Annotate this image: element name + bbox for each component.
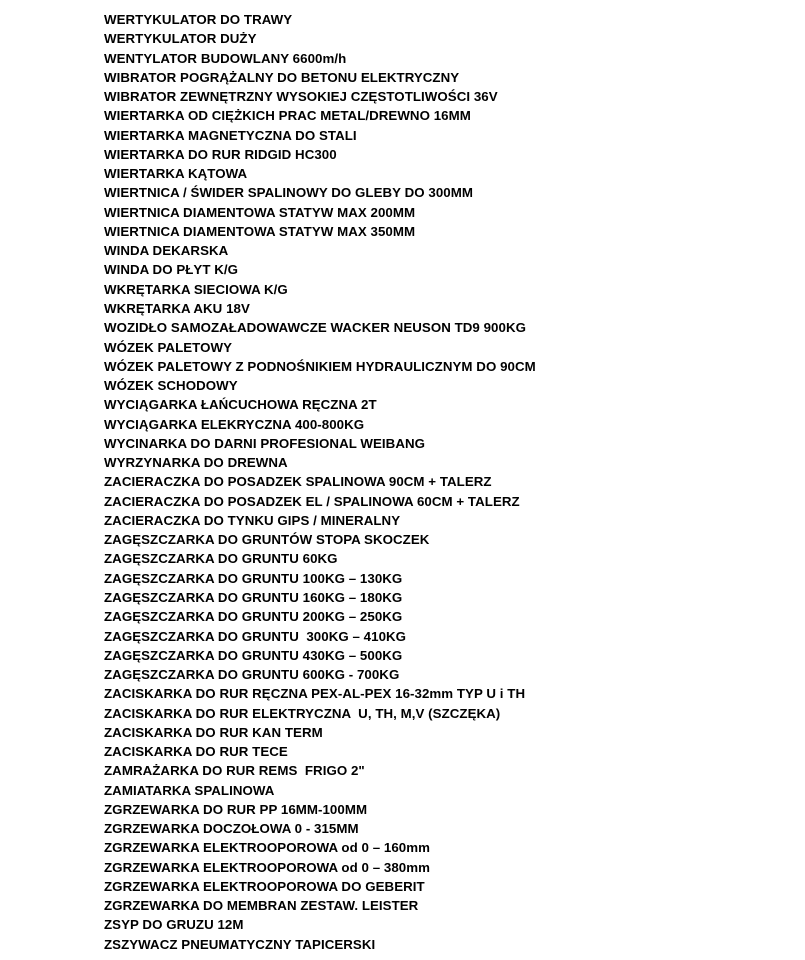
- list-item: ZACIERACZKA DO POSADZEK SPALINOWA 90CM + TALERZ: [104, 474, 492, 490]
- list-item: WINDA DEKARSKA: [104, 243, 229, 259]
- list-item: ZACISKARKA DO RUR KAN TERM: [104, 724, 323, 740]
- list-item: WYCIĄGARKA ŁAŃCUCHOWA RĘCZNA 2T: [104, 397, 377, 413]
- list-item: WYRZYNARKA DO DREWNA: [104, 455, 288, 471]
- list-item: ZGRZEWARKA ELEKTROOPOROWA DO GEBERIT: [104, 878, 425, 894]
- list-item: ZAMRAŻARKA DO RUR REMS FRIGO 2": [104, 763, 365, 779]
- list-item: ZACISKARKA DO RUR RĘCZNA PEX-AL-PEX 16-32mm TYP U i TH: [104, 686, 526, 702]
- list-item: ZAGĘSZCZARKA DO GRUNTU 100KG – 130KG: [104, 570, 403, 586]
- list-item: WKRĘTARKA AKU 18V: [104, 300, 250, 316]
- list-item: ZACISKARKA DO RUR ELEKTRYCZNA U, TH, M,V (SZCZĘKA): [104, 705, 501, 721]
- list-item: ZAGĘSZCZARKA DO GRUNTU 300KG – 410KG: [104, 628, 407, 644]
- list-item: WIERTARKA OD CIĘŻKICH PRAC METAL/DREWNO 16MM: [104, 108, 471, 124]
- list-item: WIERTARKA DO RUR RIDGID HC300: [104, 146, 337, 162]
- list-item: WERTYKULATOR DO TRAWY: [104, 12, 293, 27]
- list-item: ZACISKARKA DO RUR TECE: [104, 744, 288, 760]
- list-item: WÓZEK PALETOWY: [104, 339, 233, 355]
- list-item: WYCIĄGARKA ELEKRYCZNA 400-800KG: [104, 416, 365, 432]
- list-item: ZGRZEWARKA DO MEMBRAN ZESTAW. LEISTER: [104, 898, 419, 914]
- list-item: WIERTNICA DIAMENTOWA STATYW MAX 350MM: [104, 223, 416, 239]
- list-item: ZAGĘSZCZARKA DO GRUNTU 600KG - 700KG: [104, 667, 400, 683]
- list-item: ZGRZEWARKA DOCZOŁOWA 0 - 315MM: [104, 821, 359, 837]
- list-item: WIERTARKA KĄTOWA: [104, 166, 248, 182]
- list-item: ZAGĘSZCZARKA DO GRUNTU 200KG – 250KG: [104, 609, 403, 625]
- list-item: WINDA DO PŁYT K/G: [104, 262, 239, 278]
- list-item: WÓZEK SCHODOWY: [104, 378, 238, 394]
- list-item: ZGRZEWARKA DO RUR PP 16MM-100MM: [104, 801, 368, 817]
- list-item: ZACIERACZKA DO POSADZEK EL / SPALINOWA 60CM + TALERZ: [104, 493, 520, 509]
- list-item: ZSZYWACZ PNEUMATYCZNY TAPICERSKI: [104, 936, 376, 952]
- list-item: WKRĘTARKA SIECIOWA K/G: [104, 281, 288, 297]
- list-item: ZAMIATARKA SPALINOWA: [104, 782, 275, 798]
- list-item: ZAGĘSZCZARKA DO GRUNTU 60KG: [104, 551, 338, 567]
- list-item: WÓZEK PALETOWY Z PODNOŚNIKIEM HYDRAULICZNYM DO 90CM: [104, 358, 536, 374]
- list-item: WIERTNICA DIAMENTOWA STATYW MAX 200MM: [104, 204, 416, 220]
- list-item: ZGRZEWARKA ELEKTROOPOROWA od 0 – 380mm: [104, 859, 430, 875]
- list-item: ZACIERACZKA DO TYNKU GIPS / MINERALNY: [104, 512, 401, 528]
- list-item: ZAGĘSZCZARKA DO GRUNTÓW STOPA SKOCZEK: [104, 532, 430, 548]
- list-item: ZAGĘSZCZARKA DO GRUNTU 160KG – 180KG: [104, 589, 403, 605]
- list-item: WIBRATOR ZEWNĘTRZNY WYSOKIEJ CZĘSTOTLIWOŚCI 36V: [104, 89, 498, 105]
- list-item: WIBRATOR POGRĄŻALNY DO BETONU ELEKTRYCZNY: [104, 69, 460, 85]
- list-item: ZAGĘSZCZARKA DO GRUNTU 430KG – 500KG: [104, 647, 403, 663]
- equipment-list: [104, 10, 536, 954]
- list-item: WENTYLATOR BUDOWLANY 6600m/h: [104, 50, 347, 66]
- list-item: WERTYKULATOR DUŻY: [104, 31, 257, 47]
- list-item: ZSYP DO GRUZU 12M: [104, 917, 244, 933]
- list-item: WIERTNICA / ŚWIDER SPALINOWY DO GLEBY DO 300MM: [104, 185, 473, 201]
- list-item: WOZIDŁO SAMOZAŁADOWAWCZE WACKER NEUSON TD9 900KG: [104, 320, 526, 336]
- list-item: ZGRZEWARKA ELEKTROOPOROWA od 0 – 160mm: [104, 840, 430, 856]
- list-item: WIERTARKA MAGNETYCZNA DO STALI: [104, 127, 357, 143]
- list-item: WYCINARKA DO DARNI PROFESIONAL WEIBANG: [104, 435, 426, 451]
